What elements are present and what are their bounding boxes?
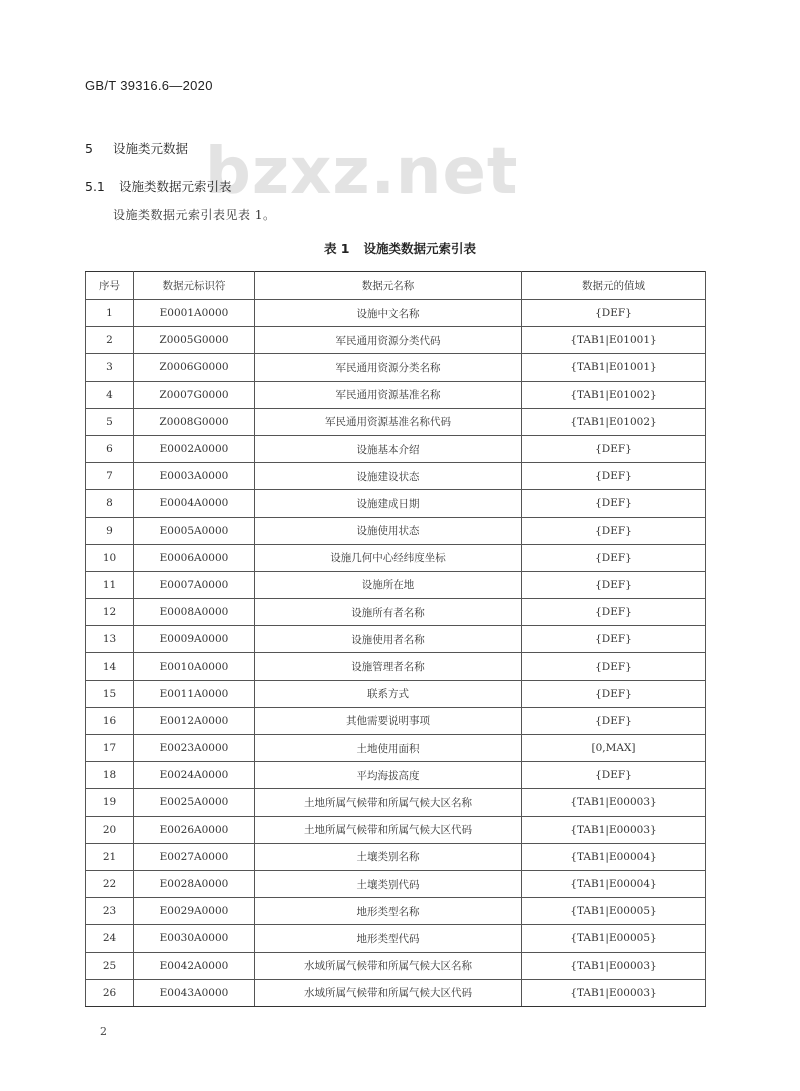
cell-identifier: E0004A0000 — [134, 490, 255, 517]
cell-name: 土地所属气候带和所属气候大区名称 — [255, 789, 522, 816]
table-row — [86, 870, 706, 897]
cell-identifier: E0007A0000 — [134, 571, 255, 598]
cell-name: 土地使用面积 — [255, 735, 522, 762]
cell-value-domain: {TAB1|E01002} — [522, 381, 706, 408]
table-body — [86, 300, 706, 1007]
cell-value-domain: {DEF} — [522, 300, 706, 327]
cell-seq: 4 — [86, 381, 134, 408]
cell-identifier: E0029A0000 — [134, 898, 255, 925]
table-row — [86, 762, 706, 789]
cell-seq: 9 — [86, 517, 134, 544]
cell-seq: 6 — [86, 435, 134, 462]
section-5-1-number: 5.1 — [85, 179, 105, 194]
table-row — [86, 599, 706, 626]
cell-value-domain: {TAB1|E00004} — [522, 843, 706, 870]
table-row — [86, 327, 706, 354]
table-row — [86, 735, 706, 762]
page-number: 2 — [100, 1025, 107, 1038]
cell-identifier: E0001A0000 — [134, 300, 255, 327]
cell-name: 其他需要说明事项 — [255, 707, 522, 734]
cell-identifier: E0011A0000 — [134, 680, 255, 707]
cell-identifier: E0025A0000 — [134, 789, 255, 816]
table-header-row — [86, 272, 706, 300]
cell-identifier: Z0007G0000 — [134, 381, 255, 408]
cell-value-domain: {DEF} — [522, 762, 706, 789]
cell-value-domain: {TAB1|E01001} — [522, 354, 706, 381]
cell-name: 军民通用资源分类名称 — [255, 354, 522, 381]
cell-name: 地形类型代码 — [255, 925, 522, 952]
cell-seq: 7 — [86, 463, 134, 490]
table-caption-title: 设施类数据元索引表 — [363, 241, 477, 256]
cell-name: 土壤类别代码 — [255, 870, 522, 897]
cell-name: 水域所属气候带和所属气候大区代码 — [255, 979, 522, 1006]
cell-name: 设施中文名称 — [255, 300, 522, 327]
cell-value-domain: {TAB1|E01002} — [522, 408, 706, 435]
cell-value-domain: {DEF} — [522, 544, 706, 571]
cell-identifier: E0008A0000 — [134, 599, 255, 626]
cell-seq: 18 — [86, 762, 134, 789]
cell-name: 平均海拔高度 — [255, 762, 522, 789]
cell-value-domain: {DEF} — [522, 680, 706, 707]
table-row — [86, 816, 706, 843]
cell-value-domain: {DEF} — [522, 653, 706, 680]
table-row — [86, 544, 706, 571]
table-row — [86, 490, 706, 517]
cell-name: 设施建设状态 — [255, 463, 522, 490]
section-5-1-heading — [85, 177, 232, 195]
header-name: 数据元名称 — [255, 272, 522, 300]
table-row — [86, 408, 706, 435]
cell-name: 军民通用资源基准名称 — [255, 381, 522, 408]
cell-name: 设施几何中心经纬度坐标 — [255, 544, 522, 571]
cell-seq: 1 — [86, 300, 134, 327]
cell-identifier: Z0005G0000 — [134, 327, 255, 354]
table-row — [86, 979, 706, 1006]
cell-value-domain: {DEF} — [522, 599, 706, 626]
cell-value-domain: {TAB1|E00003} — [522, 816, 706, 843]
table-row — [86, 707, 706, 734]
cell-identifier: Z0006G0000 — [134, 354, 255, 381]
cell-name: 设施所在地 — [255, 571, 522, 598]
cell-name: 设施建成日期 — [255, 490, 522, 517]
cell-seq: 8 — [86, 490, 134, 517]
section-5-heading — [85, 139, 188, 157]
table-row — [86, 517, 706, 544]
cell-identifier: E0009A0000 — [134, 626, 255, 653]
cell-seq: 11 — [86, 571, 134, 598]
header-value-domain: 数据元的值域 — [522, 272, 706, 300]
table-row — [86, 435, 706, 462]
cell-identifier: E0042A0000 — [134, 952, 255, 979]
cell-value-domain: {TAB1|E00003} — [522, 952, 706, 979]
cell-value-domain: {DEF} — [522, 626, 706, 653]
section-5-title: 设施类元数据 — [113, 141, 189, 156]
cell-name: 设施所有者名称 — [255, 599, 522, 626]
cell-name: 军民通用资源分类代码 — [255, 327, 522, 354]
cell-value-domain: [0,MAX] — [522, 735, 706, 762]
cell-seq: 23 — [86, 898, 134, 925]
cell-value-domain: {TAB1|E00003} — [522, 789, 706, 816]
watermark: bzxz.net — [205, 135, 519, 209]
cell-value-domain: {TAB1|E00004} — [522, 870, 706, 897]
cell-name: 设施使用状态 — [255, 517, 522, 544]
cell-name: 设施管理者名称 — [255, 653, 522, 680]
cell-seq: 5 — [86, 408, 134, 435]
cell-value-domain: {DEF} — [522, 490, 706, 517]
cell-seq: 19 — [86, 789, 134, 816]
cell-name: 联系方式 — [255, 680, 522, 707]
table-caption-number: 表 1 — [323, 241, 350, 256]
cell-identifier: E0002A0000 — [134, 435, 255, 462]
cell-name: 土地所属气候带和所属气候大区代码 — [255, 816, 522, 843]
table-row — [86, 354, 706, 381]
cell-identifier: E0010A0000 — [134, 653, 255, 680]
cell-value-domain: {DEF} — [522, 517, 706, 544]
cell-value-domain: {DEF} — [522, 435, 706, 462]
cell-identifier: E0006A0000 — [134, 544, 255, 571]
cell-value-domain: {DEF} — [522, 463, 706, 490]
table-row — [86, 925, 706, 952]
standard-code: GB/T 39316.6—2020 — [85, 78, 213, 93]
cell-seq: 14 — [86, 653, 134, 680]
cell-value-domain: {DEF} — [522, 571, 706, 598]
cell-identifier: E0023A0000 — [134, 735, 255, 762]
cell-identifier: E0005A0000 — [134, 517, 255, 544]
cell-identifier: E0028A0000 — [134, 870, 255, 897]
table-caption — [0, 239, 800, 257]
table-row — [86, 898, 706, 925]
table-row — [86, 381, 706, 408]
cell-identifier: E0024A0000 — [134, 762, 255, 789]
intro-paragraph: 设施类数据元索引表见表 1。 — [113, 208, 276, 222]
cell-name: 军民通用资源基准名称代码 — [255, 408, 522, 435]
cell-seq: 24 — [86, 925, 134, 952]
cell-seq: 2 — [86, 327, 134, 354]
cell-identifier: E0012A0000 — [134, 707, 255, 734]
table-row — [86, 680, 706, 707]
cell-name: 设施基本介绍 — [255, 435, 522, 462]
cell-seq: 21 — [86, 843, 134, 870]
header-seq: 序号 — [86, 272, 134, 300]
cell-name: 设施使用者名称 — [255, 626, 522, 653]
cell-identifier: E0027A0000 — [134, 843, 255, 870]
section-5-number: 5 — [85, 141, 93, 156]
cell-value-domain: {TAB1|E01001} — [522, 327, 706, 354]
cell-seq: 12 — [86, 599, 134, 626]
cell-seq: 13 — [86, 626, 134, 653]
table-row — [86, 571, 706, 598]
cell-identifier: E0026A0000 — [134, 816, 255, 843]
table-row — [86, 463, 706, 490]
cell-name: 土壤类别名称 — [255, 843, 522, 870]
cell-identifier: E0003A0000 — [134, 463, 255, 490]
cell-seq: 22 — [86, 870, 134, 897]
cell-value-domain: {TAB1|E00003} — [522, 979, 706, 1006]
cell-seq: 20 — [86, 816, 134, 843]
header-identifier: 数据元标识符 — [134, 272, 255, 300]
cell-seq: 25 — [86, 952, 134, 979]
table-row — [86, 952, 706, 979]
cell-name: 地形类型名称 — [255, 898, 522, 925]
table-row — [86, 653, 706, 680]
table-row — [86, 626, 706, 653]
cell-identifier: Z0008G0000 — [134, 408, 255, 435]
cell-seq: 16 — [86, 707, 134, 734]
table-row — [86, 300, 706, 327]
cell-value-domain: {TAB1|E00005} — [522, 898, 706, 925]
cell-value-domain: {DEF} — [522, 707, 706, 734]
section-5-1-title: 设施类数据元索引表 — [119, 179, 232, 194]
cell-value-domain: {TAB1|E00005} — [522, 925, 706, 952]
cell-identifier: E0043A0000 — [134, 979, 255, 1006]
cell-seq: 17 — [86, 735, 134, 762]
cell-name: 水域所属气候带和所属气候大区名称 — [255, 952, 522, 979]
cell-seq: 10 — [86, 544, 134, 571]
table-row — [86, 843, 706, 870]
table-row — [86, 789, 706, 816]
cell-seq: 26 — [86, 979, 134, 1006]
data-element-index-table — [85, 271, 706, 1007]
cell-seq: 15 — [86, 680, 134, 707]
cell-identifier: E0030A0000 — [134, 925, 255, 952]
cell-seq: 3 — [86, 354, 134, 381]
